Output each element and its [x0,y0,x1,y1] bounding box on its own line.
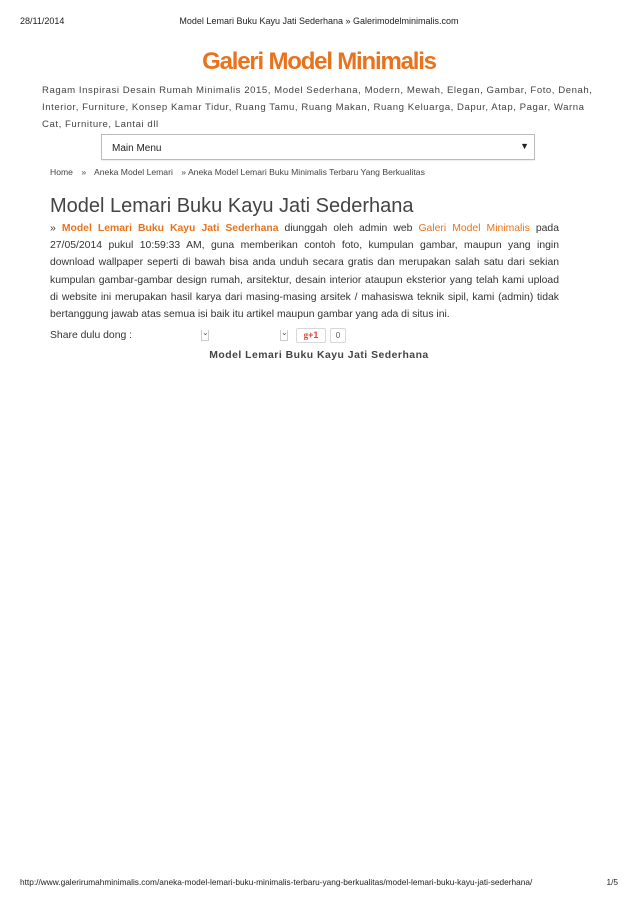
article-intro [50,220,559,323]
site-tagline: Ragam Inspirasi Desain Rumah Minimalis 2015, Model Sederhana, Modern, Mewah, Elegan, Gambar, Foto, Denah, Interior, Furniture, Konsep Kamar Tidur, Ruang Tamu, Ruang Makan, Ruang Keluarga, Dapur, Atap, Pagar, Warna Cat, Furniture, Lantai dll [42,85,593,130]
site-link[interactable]: Galeri Model Minimalis [418,223,530,234]
intro-text-2: pada 27/05/2014 pukul 10:59:33 AM, guna memberikan contoh foto, kumpulan gambar, maupun yang ingin download wallpaper seperti di bawah bisa anda unduh secara gratis dan merupakan salah satu dari sekian kumpulan gambar-gambar design rumah, arsitektur, desain interior ataupun eksterior yang telah kami upload di website ini merupakan hasil karya dari masing-masing arsitek / mahasiswa teknik sipil, kami (admin) tidak bertanggung jawab atas semua isi baik itu artikel maupun gambar yang ada di situs ini. [50,223,559,321]
breadcrumb [50,167,431,177]
google-plus-button[interactable] [296,328,326,343]
print-page-title: Model Lemari Buku Kayu Jati Sederhana » Galerimodelminimalis.com [179,16,459,26]
chevron-down-icon: ⌄ [281,328,288,337]
share-label: Share dulu dong : [50,330,133,341]
main-menu-label: Main Menu [112,143,162,154]
share-button-facebook[interactable] [201,330,209,341]
print-date: 28/11/2014 [20,16,65,26]
page-title: Model Lemari Buku Kayu Jati Sederhana [50,195,414,217]
article-title-link[interactable]: Model Lemari Buku Kayu Jati Sederhana [61,223,279,234]
breadcrumb-separator: » [81,167,87,177]
share-button-twitter[interactable] [280,330,288,341]
main-menu-select[interactable] [101,134,535,160]
image-caption: Model Lemari Buku Kayu Jati Sederhana [209,350,429,361]
breadcrumb-home-link[interactable]: Home [50,167,73,177]
google-plus-count: 0 [330,328,346,343]
site-logo-title[interactable]: Galeri Model Minimalis [202,48,436,75]
lead-mark: » [50,223,56,234]
print-footer-url: http://www.galerirumahminimalis.com/aneka-model-lemari-buku-minimalis-terbaru-yang-berkualitas/model-lemari-buku-kayu-jati-sederhana/ [20,877,533,887]
chevron-down-icon: ▼ [520,141,529,151]
print-page-number: 1/5 [606,877,618,887]
breadcrumb-current: » Aneka Model Lemari Buku Minimalis Terbaru Yang Berkualitas [181,167,425,177]
chevron-down-icon: ⌄ [202,328,209,337]
intro-text-1: diunggah oleh admin web [278,223,419,234]
breadcrumb-category-link[interactable]: Aneka Model Lemari [94,167,173,177]
google-plus-icon: g [303,330,309,340]
google-plus-label: +1 [308,330,319,340]
